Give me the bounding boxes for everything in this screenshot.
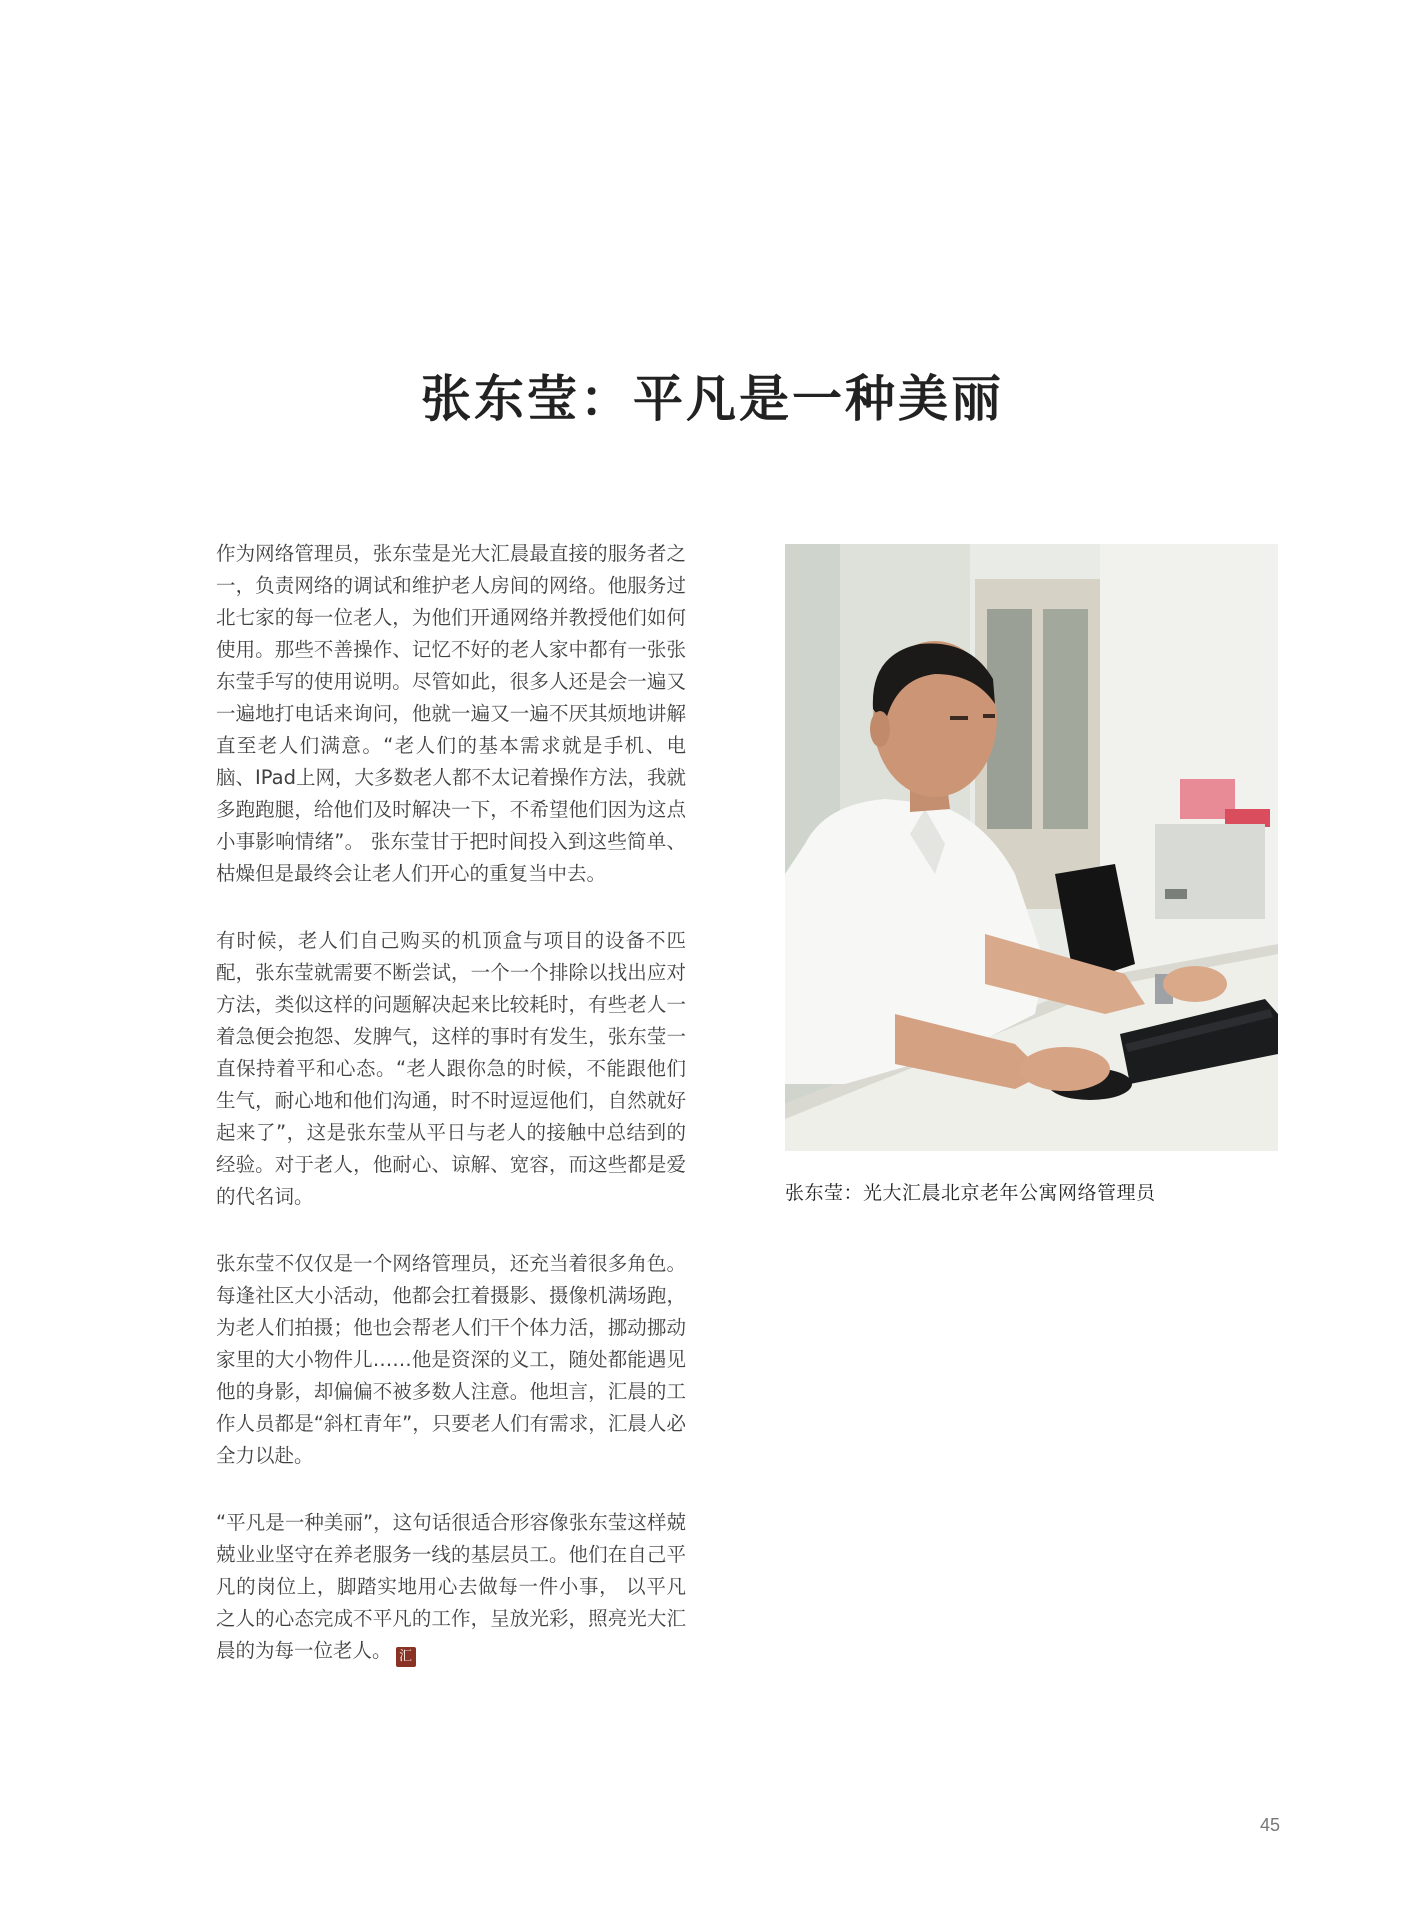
end-mark-seal-icon: 汇 [396,1647,416,1667]
portrait-illustration [785,544,1278,1151]
article-paragraph-3: 张东莹不仅仅是一个网络管理员，还充当着很多角色。每逢社区大小活动，他都会扛着摄影、摄像机满场跑，为老人们拍摄；他也会帮老人们干个体力活，挪动挪动家里的大小物件儿……他是资深的义工，随处都能遇见他的身影，却偏偏不被多数人注意。他坦言，汇晨的工作人员都是“斜杠青年”，只要老人们有需求，汇晨人必全力以赴。 [216,1252,686,1467]
photo-caption: 张东莹：光大汇晨北京老年公寓网络管理员 [785,1182,1156,1204]
page-title: 张东莹：平凡是一种美丽 [421,368,1004,428]
page-number: 45 [1259,1815,1280,1835]
article-paragraph-2: 有时候，老人们自己购买的机顶盒与项目的设备不匹配，张东莹就需要不断尝试，一个一个排除以找出应对方法，类似这样的问题解决起来比较耗时，有些老人一着急便会抱怨、发脾气，这样的事时有发生，张东莹一直保持着平和心态。“老人跟你急的时候，不能跟他们生气，耐心地和他们沟通，时不时逗逗他们，自然就好起来了”，这是张东莹从平日与老人的接触中总结到的经验。对于老人，他耐心、谅解、宽容，而这些都是爱的代名词。 [216,929,686,1208]
article-paragraph-4 [216,1507,686,1667]
article-body [216,538,686,1702]
article-paragraph-4-text: “平凡是一种美丽”，这句话很适合形容像张东莹这样兢兢业业坚守在养老服务一线的基层员工。他们在自己平凡的岗位上，脚踏实地用心去做每一件小事， 以平凡之人的心态完成不平凡的工作，呈放光彩，照亮光大汇晨的为每一位老人。 [216,1511,686,1662]
portrait-photo [785,544,1278,1151]
article-paragraph-1: 作为网络管理员，张东莹是光大汇晨最直接的服务者之一，负责网络的调试和维护老人房间的网络。他服务过北七家的每一位老人，为他们开通网络并教授他们如何使用。那些不善操作、记忆不好的老人家中都有一张张东莹手写的使用说明。尽管如此，很多人还是会一遍又一遍地打电话来询问，他就一遍又一遍不厌其烦地讲解直至老人们满意。“老人们的基本需求就是手机、电脑、IPad上网，大多数老人都不太记着操作方法，我就多跑跑腿，给他们及时解决一下，不希望他们因为这点小事影响情绪”。 张东莹甘于把时间投入到这些简单、枯燥但是最终会让老人们开心的重复当中去。 [216,542,686,885]
